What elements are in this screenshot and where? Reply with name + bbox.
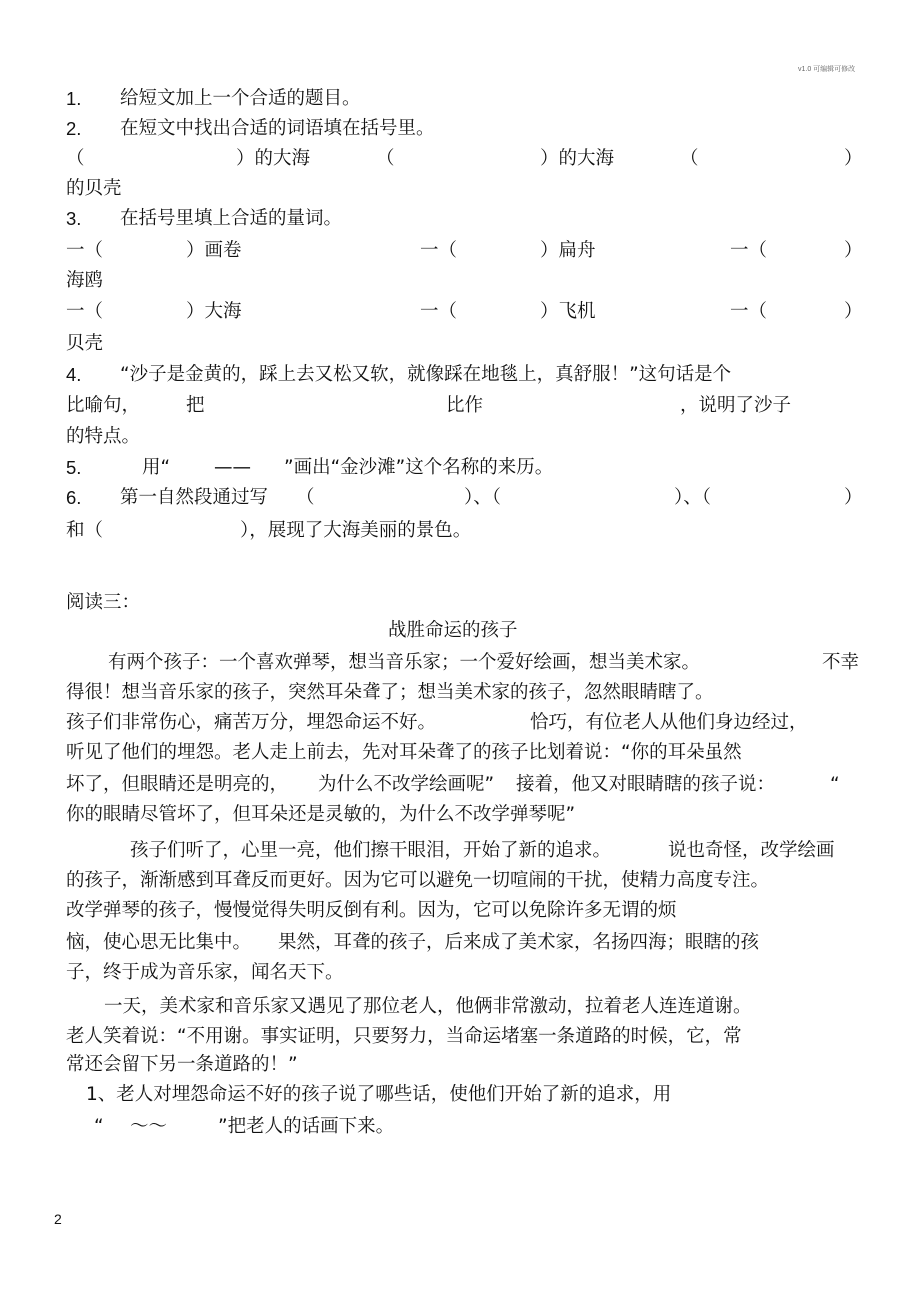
reading-line-1: 有两个孩子：一个喜欢弹琴，想当音乐家；一个爱好绘画，想当美术家。 (108, 652, 701, 673)
header-watermark: v1.0 可编辑可修改 (798, 66, 856, 73)
reading-line-13: 老人笑着说：“不用谢。事实证明，只要努力，当命运堵塞一条道路的时候，它，常 (66, 1026, 742, 1047)
reading-line-12: 一天，美术家和音乐家又遇见了那位老人，他俩非常激动，拉着老人连连道谢。 (104, 996, 752, 1017)
q4-part-3: 比作 (446, 395, 484, 416)
q3-number: 3. (66, 208, 82, 229)
q5-part-3: ”画出“金沙滩”这个名称的来历。 (284, 457, 554, 478)
q3-row1-item3-open: 一（ (730, 240, 768, 261)
reading-line-7b: 说也奇怪，改学绘画 (668, 840, 835, 861)
reading-line-7a: 孩子们听了，心里一亮，他们擦干眼泪，开始了新的追求。 (130, 840, 612, 861)
q3-row2-item2-open: 一（ (420, 301, 458, 322)
q2-text: 在短文中找出合适的词语填在括号里。 (120, 118, 435, 139)
q2-blank-open-2: （ (376, 148, 395, 169)
q6-line2-close: ），展现了大海美丽的景色。 (240, 520, 472, 541)
reading-line-4: 听见了他们的埋怨。老人走上前去，先对耳朵聋了的孩子比划着说：“你的耳朵虽然 (66, 742, 742, 763)
q2-blank-open-3: （ (680, 148, 699, 169)
q4-text: “沙子是金黄的，踩上去又松又软，就像踩在地毯上，真舒服！”这句话是个 (120, 364, 732, 385)
reading-line-5b: 为什么不改学绘画呢” (318, 774, 495, 795)
reading-line-10b: 果然，耳聋的孩子，后来成了美术家，名扬四海；眼瞎的孩 (278, 932, 760, 953)
q2-blank-close-2: ）的大海 (540, 148, 615, 169)
q2-blank-close-1: ）的大海 (236, 148, 311, 169)
reading-line-3b: 恰巧，有位老人从他们身边经过， (530, 712, 808, 733)
q3-row1-item2-close: ）扁舟 (540, 240, 596, 261)
q2-number: 2. (66, 118, 82, 139)
q4-wrap: 的特点。 (66, 426, 141, 447)
reading-line-11: 子，终于成为音乐家，闻名天下。 (66, 962, 344, 983)
reading-line-14: 常还会留下另一条道路的！” (66, 1054, 298, 1075)
q3-row2-item2-close: ）飞机 (540, 301, 596, 322)
reading-line-9: 改学弹琴的孩子，慢慢觉得失明反倒有利。因为，它可以免除许多无谓的烦 (66, 900, 677, 921)
q3-row2-item1-open: 一（ (66, 301, 104, 322)
q3-row2-wrap: 贝壳 (66, 333, 104, 354)
reading-line-8: 的孩子，渐渐感到耳聋反而更好。因为它可以避免一切喧闹的干扰，使精力高度专注。 (66, 870, 770, 891)
q4-part-4: ，说明了沙子 (680, 395, 792, 416)
reading-line-2: 得很！想当音乐家的孩子，突然耳朵聋了；想当美术家的孩子，忽然眼睛瞎了。 (66, 682, 714, 703)
q6-part-2: （ (296, 487, 315, 508)
reading-question-line-1: 1、老人对埋怨命运不好的孩子说了哪些话，使他们开始了新的追求，用 (86, 1084, 672, 1105)
q1-text: 给短文加上一个合适的题目。 (120, 88, 361, 109)
reading-line-1b: 不幸 (822, 652, 860, 673)
q3-row1-item3-close: ） (844, 240, 863, 261)
q6-part-1: 第一自然段通过写 (120, 487, 269, 508)
q6-line2-open: 和（ (66, 520, 104, 541)
reading-line-5a: 坏了，但眼睛还是明亮的， (66, 774, 289, 795)
reading-line-3a: 孩子们非常伤心，痛苦万分，埋怨命运不好。 (66, 712, 437, 733)
q5-number: 5. (66, 457, 82, 478)
q3-row1-item1-close: ）画卷 (186, 240, 242, 261)
q1-number: 1. (66, 88, 82, 109)
reading-title: 战胜命运的孩子 (388, 620, 518, 641)
reading-question-quote-open: “ (94, 1116, 104, 1137)
page-number: 2 (54, 1211, 62, 1227)
q4-part-2: 把 (186, 395, 205, 416)
reading-line-5c: 接着，他又对眼睛瞎的孩子说： (516, 774, 776, 795)
reading-question-wave-mark: ～～ (130, 1116, 168, 1137)
q4-part-1: 比喻句， (66, 395, 141, 416)
q3-row2-item3-open: 一（ (730, 301, 768, 322)
q6-part-4: ）、（ (674, 487, 712, 508)
q3-text: 在括号里填上合适的量词。 (120, 208, 343, 229)
q3-row2-item3-close: ） (844, 301, 863, 322)
q6-part-5: ） (844, 487, 863, 508)
reading-label: 阅读三： (66, 592, 141, 613)
reading-line-6: 你的眼睛尽管坏了，但耳朵还是灵敏的，为什么不改学弹琴呢” (66, 804, 576, 825)
q3-row1-item2-open: 一（ (420, 240, 458, 261)
q2-blank-open-1: （ (66, 148, 85, 169)
q3-row2-item1-close: ）大海 (186, 301, 242, 322)
q6-part-3: ）、（ (464, 487, 502, 508)
q5-part-1: 用“ (142, 457, 171, 478)
q3-row1-item1-open: 一（ (66, 240, 104, 261)
q3-row1-wrap: 海鸥 (66, 270, 104, 291)
reading-line-5d: “ (830, 774, 840, 795)
q5-part-2: —— (214, 457, 251, 478)
q4-number: 4. (66, 364, 82, 385)
reading-line-10a: 恼，使心思无比集中。 (66, 932, 252, 953)
q2-wrap-text: 的贝壳 (66, 178, 122, 199)
q6-number: 6. (66, 487, 82, 508)
reading-question-line-2: ”把老人的话画下来。 (218, 1116, 395, 1137)
q2-blank-close-3: ） (844, 148, 863, 169)
